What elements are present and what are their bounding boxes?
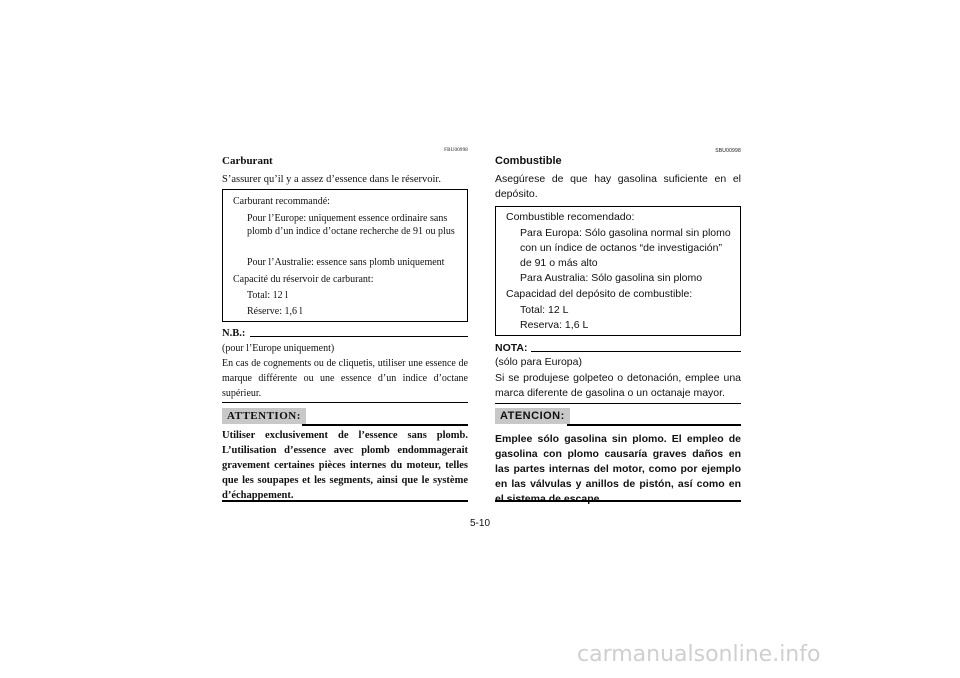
note-heading bbox=[495, 342, 741, 354]
note-scope: (sólo para Europa) bbox=[495, 356, 582, 368]
note-divider bbox=[222, 402, 468, 403]
note-label: N.B.: bbox=[222, 328, 246, 339]
note-label: NOTA: bbox=[495, 342, 528, 354]
attention-heading bbox=[222, 408, 468, 426]
australia-fuel-spec: Pour l’Australie: essence sans plomb uniquement bbox=[247, 257, 445, 268]
attention-heading bbox=[495, 408, 741, 426]
tank-capacity-label: Capacidad del depósito de combustible: bbox=[506, 288, 693, 300]
attention-text: Utiliser exclusivement de l’essence sans plomb. L’utilisation d’essence avec plomb endommagerait gravement certaines pièces internes du moteur, telles que les soupapes et les segments, ainsi que le système d’échappement. bbox=[222, 430, 468, 501]
note-text: En cas de cognements ou de cliquetis, utiliser une essence de marque différente ou une essence d’un indice d’octane supérieur. bbox=[222, 358, 468, 399]
note-divider bbox=[495, 403, 741, 404]
note-heading bbox=[222, 328, 468, 339]
europe-fuel-spec: Para Europa: Sólo gasolina normal sin plomo con un índice de octanos “de investigación” de 91 o más alto bbox=[520, 227, 731, 269]
tank-reserve: Réserve: 1,6 l bbox=[247, 306, 303, 317]
section-code: SBU00998 bbox=[715, 148, 741, 154]
spec-box bbox=[495, 206, 741, 336]
recommended-fuel-label: Combustible recomendado: bbox=[506, 211, 635, 223]
attention-divider bbox=[222, 500, 468, 502]
section-code: FBU00998 bbox=[444, 148, 468, 153]
europe-fuel-spec: Pour l’Europe: uniquement essence ordinaire sans plomb d’un indice d’octane recherche de 91 ou plus bbox=[247, 213, 455, 237]
tank-total: Total: 12 L bbox=[520, 304, 569, 316]
spec-box bbox=[222, 189, 468, 322]
attention-badge: ATTENTION: bbox=[222, 408, 306, 424]
australia-fuel-spec: Para Australia: Sólo gasolina sin plomo bbox=[520, 272, 703, 284]
intro-text: Asegúrese de que hay gasolina suficiente en el depósito. bbox=[495, 173, 741, 200]
intro-text: S’assurer qu’il y a assez d’essence dans le réservoir. bbox=[222, 174, 441, 185]
note-text: Si se produjese golpeteo o detonación, emplee una marca diferente de gasolina o un octanaje mayor. bbox=[495, 372, 741, 399]
watermark: carmanualsonline.info bbox=[577, 642, 821, 667]
recommended-fuel-label: Carburant recommandé: bbox=[233, 196, 330, 207]
section-title: Carburant bbox=[222, 155, 273, 167]
tank-reserve: Reserva: 1,6 L bbox=[520, 319, 589, 331]
section-title: Combustible bbox=[495, 155, 562, 167]
attention-badge: ATENCION: bbox=[495, 408, 570, 424]
attention-divider bbox=[495, 500, 741, 502]
tank-capacity-label: Capacité du réservoir de carburant: bbox=[233, 274, 374, 285]
tank-total: Total: 12 l bbox=[247, 290, 288, 301]
note-scope: (pour l’Europe uniquement) bbox=[222, 343, 335, 354]
page-number: 5-10 bbox=[469, 518, 490, 529]
attention-text: Emplee sólo gasolina sin plomo. El empleo de gasolina con plomo causaría graves daños en las partes internas del motor, como por ejemplo en las válvulas y anillos de pistón, así como en el sistema de escape. bbox=[495, 433, 741, 505]
